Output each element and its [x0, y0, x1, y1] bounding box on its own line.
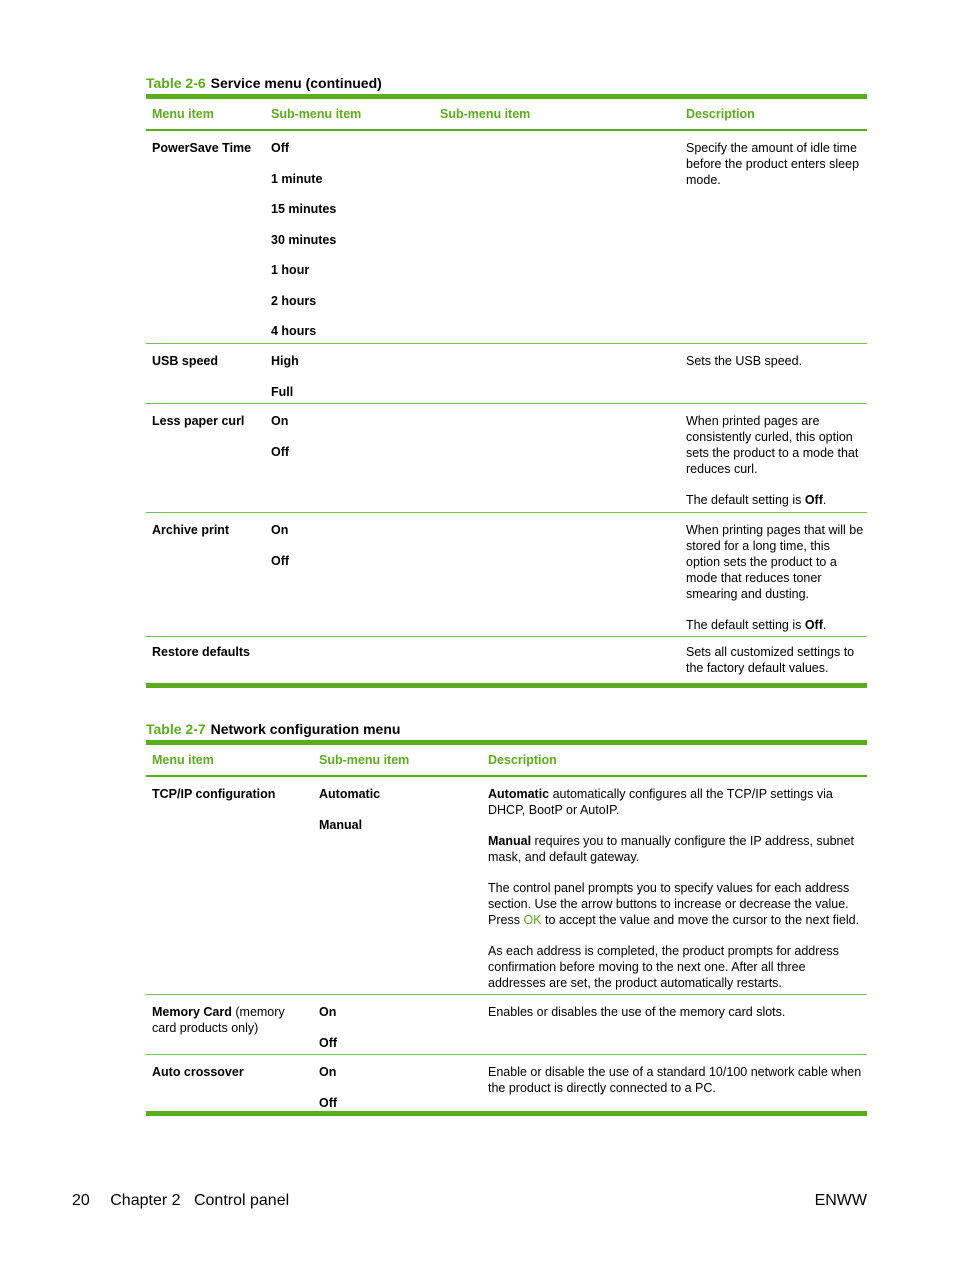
description: Sets the USB speed.	[686, 354, 803, 368]
description: Enable or disable the use of a standard 10/100 network cable when the product is directly connected to a PC.	[488, 1065, 862, 1095]
menu-item: USB speed	[152, 354, 218, 368]
network-configuration-table	[146, 740, 867, 1116]
column-header: Menu item	[152, 107, 214, 121]
sub-menu-item: High	[271, 354, 299, 368]
sub-menu-item: 1 hour	[271, 263, 310, 277]
default-setting-suffix: .	[822, 618, 827, 632]
table-number: Table 2-7	[146, 721, 206, 737]
menu-item: Restore defaults	[152, 645, 250, 659]
sub-menu-list	[271, 140, 336, 354]
prompt-text-end: to accept the value and move the cursor to the next field.	[541, 913, 860, 927]
table-header-row	[146, 745, 867, 775]
description	[686, 413, 864, 508]
description-paragraph: As each address is completed, the product prompts for address confirmation before moving to the next one. After all three addresses are set, the product automatically restarts.	[488, 944, 839, 990]
default-setting	[686, 617, 864, 633]
page-footer-right: ENWW	[814, 1192, 867, 1209]
table-title: Service menu (continued)	[210, 75, 382, 91]
description	[686, 522, 864, 633]
chapter-label: Chapter 2	[110, 1192, 181, 1209]
sub-menu-item: Off	[319, 1095, 338, 1110]
sub-menu-item: On	[271, 523, 289, 537]
table-row	[146, 404, 867, 513]
description-text: When printed pages are consistently curled, this option sets the product to a mode that reduces curl.	[686, 414, 859, 476]
sub-menu-item: 4 hours	[271, 324, 317, 338]
manual-term: Manual	[488, 834, 532, 848]
description-text: When printing pages that will be stored for a long time, this option sets the product to a mode that reduces toner smearing and dusting.	[686, 523, 864, 601]
sub-menu-item: On	[271, 414, 289, 428]
description	[488, 786, 864, 991]
automatic-text: automatically configures all the TCP/IP settings via DHCP, BootP or AutoIP.	[488, 787, 833, 817]
default-setting-suffix: .	[822, 493, 827, 507]
table-number: Table 2-6	[146, 75, 206, 91]
table-row	[146, 131, 867, 344]
sub-menu-list	[319, 1064, 337, 1125]
description: Enables or disables the use of the memory card slots.	[488, 1005, 786, 1019]
default-setting-label: The default setting is	[686, 618, 805, 632]
table-row	[146, 637, 867, 683]
sub-menu-item: Off	[271, 444, 290, 459]
sub-menu-item: 30 minutes	[271, 232, 337, 247]
menu-item	[152, 1004, 302, 1036]
default-setting-value: Off	[804, 618, 823, 632]
menu-item: Auto crossover	[152, 1065, 244, 1079]
ok-button-label: OK	[523, 913, 542, 927]
sub-menu-item: Full	[271, 384, 294, 399]
table-2-6-caption	[146, 75, 382, 91]
manual-text: requires you to manually configure the IP address, subnet mask, and default gateway.	[488, 834, 854, 864]
column-header: Description	[686, 107, 755, 121]
menu-item: TCP/IP configuration	[152, 787, 276, 801]
table-row	[146, 513, 867, 637]
sub-menu-item: 15 minutes	[271, 202, 337, 216]
menu-item: Archive print	[152, 523, 230, 537]
description-paragraph	[488, 786, 864, 818]
sub-menu-item: Off	[271, 141, 290, 155]
service-menu-table	[146, 94, 867, 688]
table-bottom-rule	[146, 1111, 867, 1116]
sub-menu-list	[271, 522, 289, 583]
prompt-text: The control panel prompts you to specify values for each address section. Use the arrow buttons to increase or decrease the value. Press	[488, 881, 850, 927]
default-setting-label: The default setting is	[686, 493, 805, 507]
description: Specify the amount of idle time before the product enters sleep mode.	[686, 141, 860, 187]
sub-menu-item: Automatic	[319, 787, 381, 801]
column-header: Sub-menu item	[440, 107, 531, 121]
table-bottom-rule	[146, 683, 867, 688]
table-row	[146, 777, 867, 995]
description: Sets all customized settings to the factory default values.	[686, 645, 855, 675]
section-label: Control panel	[193, 1192, 290, 1209]
page-number: 20	[72, 1192, 90, 1209]
column-header: Menu item	[152, 753, 214, 767]
table-row	[146, 1055, 867, 1111]
menu-item-note: (memory card products only)	[152, 1005, 285, 1035]
description-paragraph	[488, 880, 864, 928]
menu-item: Less paper curl	[152, 414, 245, 428]
description-paragraph	[488, 833, 864, 865]
default-setting-value: Off	[804, 493, 823, 507]
column-header: Sub-menu item	[319, 753, 410, 767]
table-2-7-caption	[146, 721, 400, 737]
column-header: Description	[488, 753, 557, 767]
sub-menu-item: On	[319, 1065, 337, 1079]
sub-menu-item: Off	[319, 1035, 338, 1050]
automatic-term: Automatic	[488, 787, 550, 801]
sub-menu-item: 1 minute	[271, 171, 323, 186]
sub-menu-list	[271, 413, 289, 474]
menu-item: PowerSave Time	[152, 141, 252, 155]
default-setting	[686, 492, 864, 508]
column-header: Sub-menu item	[271, 107, 362, 121]
sub-menu-item: Off	[271, 553, 290, 568]
table-header-row	[146, 99, 867, 129]
menu-item-name: Memory Card	[152, 1005, 232, 1019]
sub-menu-list	[319, 786, 380, 847]
sub-menu-item: 2 hours	[271, 293, 317, 308]
sub-menu-item: On	[319, 1005, 337, 1019]
page-footer-left	[72, 1192, 289, 1210]
sub-menu-item: Manual	[319, 817, 363, 832]
table-row	[146, 995, 867, 1055]
table-title: Network configuration menu	[210, 721, 401, 737]
table-row	[146, 344, 867, 404]
